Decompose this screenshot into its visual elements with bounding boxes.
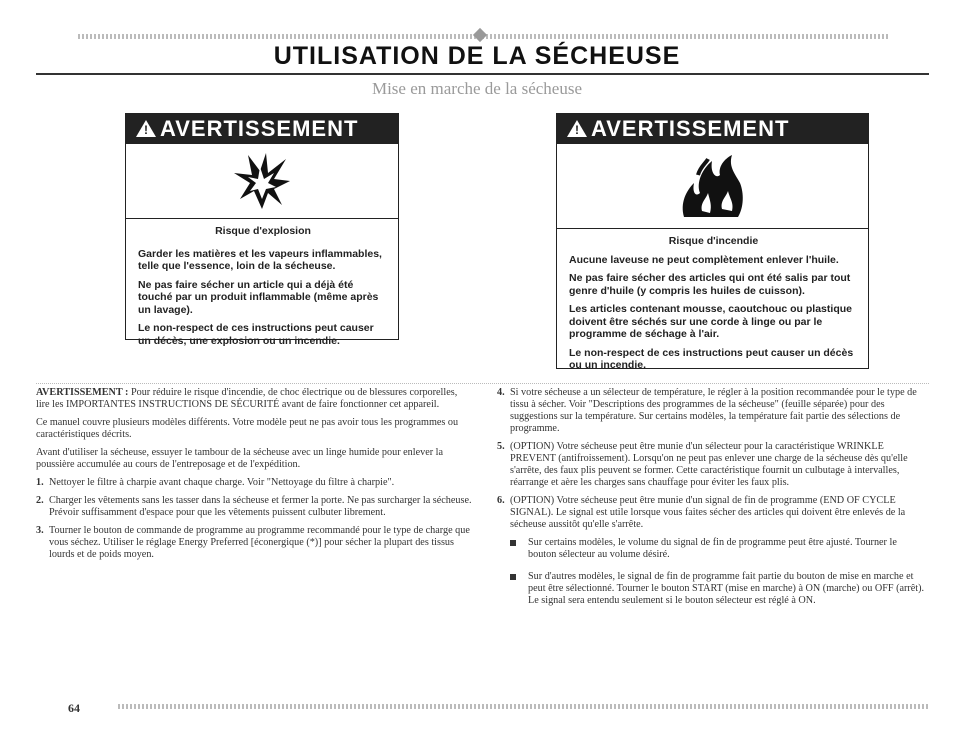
step-text: (OPTION) Votre sécheuse peut être munie d'un sélecteur pour la caractéristique WRINKLE PREVENT (antifroissement). Lorsqu'on ne peut pas enlever une charge de la sécheuse dès qu'elle s'arrête, des faux plis peuvent se former. Cette caractéristique fournit un culbutage à intervalles, réarrange et aère les charges sans chauffage pour éviter les faux plis.	[510, 441, 908, 488]
warning-line: Les articles contenant mousse, caoutchouc ou plastique doivent être séchés sur une corde à linge ou par le programme de séchage à l'air.	[569, 303, 852, 340]
list-item	[497, 441, 927, 489]
list-item	[497, 495, 927, 531]
warning-line: Aucune laveuse ne peut complètement enlever l'huile.	[569, 253, 839, 266]
paragraph: Ce manuel couvre plusieurs modèles différents. Votre modèle peut ne pas avoir tous les programmes ou caractéristiques décrits.	[36, 417, 459, 440]
step-text: Si votre sécheuse a un sélecteur de température, le régler à la position recommandée pour le type de tissu à sécher. Voir "Descriptions des programmes de la sécheuse" (feuille séparée) pour des suggestions sur la température. Sur certains modèles, la température fait partie des sélections de programme.	[510, 387, 917, 434]
bullet-list	[497, 537, 927, 607]
warning-line: Ne pas faire sécher un article qui a déjà été touché par un produit inflammable (même après un lavage).	[138, 278, 379, 316]
warning-icon-area	[126, 144, 398, 218]
right-column	[497, 387, 927, 617]
list-item	[36, 477, 472, 489]
step-number: 4.	[497, 387, 505, 398]
step-text: (OPTION) Votre sécheuse peut être munie d'un signal de fin de programme (END OF CYCLE SIGNAL). Le signal est utile lorsque vous faites sécher des articles qui doivent être enlevés de la sécheuse aussitôt qu'elle s'arrête.	[510, 495, 906, 530]
paragraph: Avant d'utiliser la sécheuse, essuyer le tambour de la sécheuse avec un linge humide pour enlever la poussière accumulée au cours de l'entreposage et de l'expédition.	[36, 447, 444, 470]
step-number: 3.	[36, 525, 44, 536]
warning-label: AVERTISSEMENT	[160, 116, 359, 141]
warning-text	[557, 228, 868, 384]
step-text: Nettoyer le filtre à charpie avant chaque charge. Voir "Nettoyage du filtre à charpie".	[49, 477, 395, 488]
warning-line: Ne pas faire sécher des articles qui ont été salis par tout genre d'huile (y compris les huiles de cuisson).	[569, 272, 851, 297]
warning-line: Garder les matières et les vapeurs inflammables, telle que l'essence, loin de la sécheuse.	[138, 247, 382, 272]
section-divider	[36, 383, 929, 384]
risk-title: Risque d'incendie	[668, 235, 759, 247]
intro-label: AVERTISSEMENT :	[36, 387, 129, 398]
page-title: UTILISATION DE LA SÉCHEUSE	[273, 42, 681, 70]
warning-triangle-icon: !	[567, 120, 587, 137]
title-divider	[36, 73, 929, 75]
page-number: 64	[68, 701, 80, 715]
warning-line: Le non-respect de ces instructions peut causer un décès ou un incendie.	[569, 346, 854, 371]
warning-label: AVERTISSEMENT	[591, 116, 790, 141]
warning-text	[126, 218, 398, 359]
fire-icon	[678, 153, 748, 219]
risk-title: Risque d'explosion	[215, 225, 311, 237]
step-number: 6.	[497, 495, 505, 506]
list-item	[36, 495, 472, 519]
left-column	[36, 387, 472, 567]
step-number: 2.	[36, 495, 44, 506]
step-text: Tourner le bouton de commande de programme au programme recommandé pour le type de charge que vous séchez. Utiliser le réglage Energy Preferred [éconergique (*)] pour sécher la plupart des tissus lourds et de poids moyen.	[49, 525, 470, 560]
square-bullet-icon	[510, 574, 516, 580]
warning-triangle-icon: !	[136, 120, 156, 137]
intro-text: Pour réduire le risque d'incendie, de choc électrique ou de blessures corporelles, lire les IMPORTANTES INSTRUCTIONS DE SÉCURITÉ avant de faire fonctionner cet appareil.	[36, 387, 458, 410]
bullet-item	[510, 571, 927, 607]
bullet-item	[510, 537, 927, 561]
warning-header	[557, 114, 868, 144]
list-item	[497, 387, 927, 435]
explosion-warning-box	[125, 113, 399, 347]
bullet-text: Sur d'autres modèles, le signal de fin de programme fait partie du bouton de mise en marche et peut être sélectionné. Tourner le bouton START (mise en marche) à ON (marche) ou OFF (arrêt). Le signal sera entendu seulement si le bouton sélecteur est réglé à ON.	[528, 571, 925, 606]
list-item	[36, 525, 472, 561]
bullet-text: Sur certains modèles, le volume du signal de fin de programme peut être ajusté. Tourner le bouton sélecteur au volume désiré.	[528, 537, 897, 560]
fire-warning-box	[556, 113, 869, 369]
explosion-icon	[232, 151, 292, 211]
intro-paragraph	[36, 387, 472, 411]
section-subtitle: Mise en marche de la sécheuse	[371, 79, 583, 98]
step-number: 5.	[497, 441, 505, 452]
warning-header	[126, 114, 398, 144]
warning-icon-area	[557, 144, 868, 228]
diamond-ornament-icon	[473, 28, 487, 42]
warning-line: Le non-respect de ces instructions peut causer un décès, une explosion ou un incendie.	[138, 322, 374, 347]
bottom-decorative-bar	[118, 704, 928, 709]
step-number: 1.	[36, 477, 44, 488]
step-text: Charger les vêtements sans les tasser dans la sécheuse et fermer la porte. Ne pas surcharger la sécheuse. Prévoir suffisamment d'espace pour que les vêtements puissent culbuter librement.	[49, 495, 472, 518]
square-bullet-icon	[510, 540, 516, 546]
